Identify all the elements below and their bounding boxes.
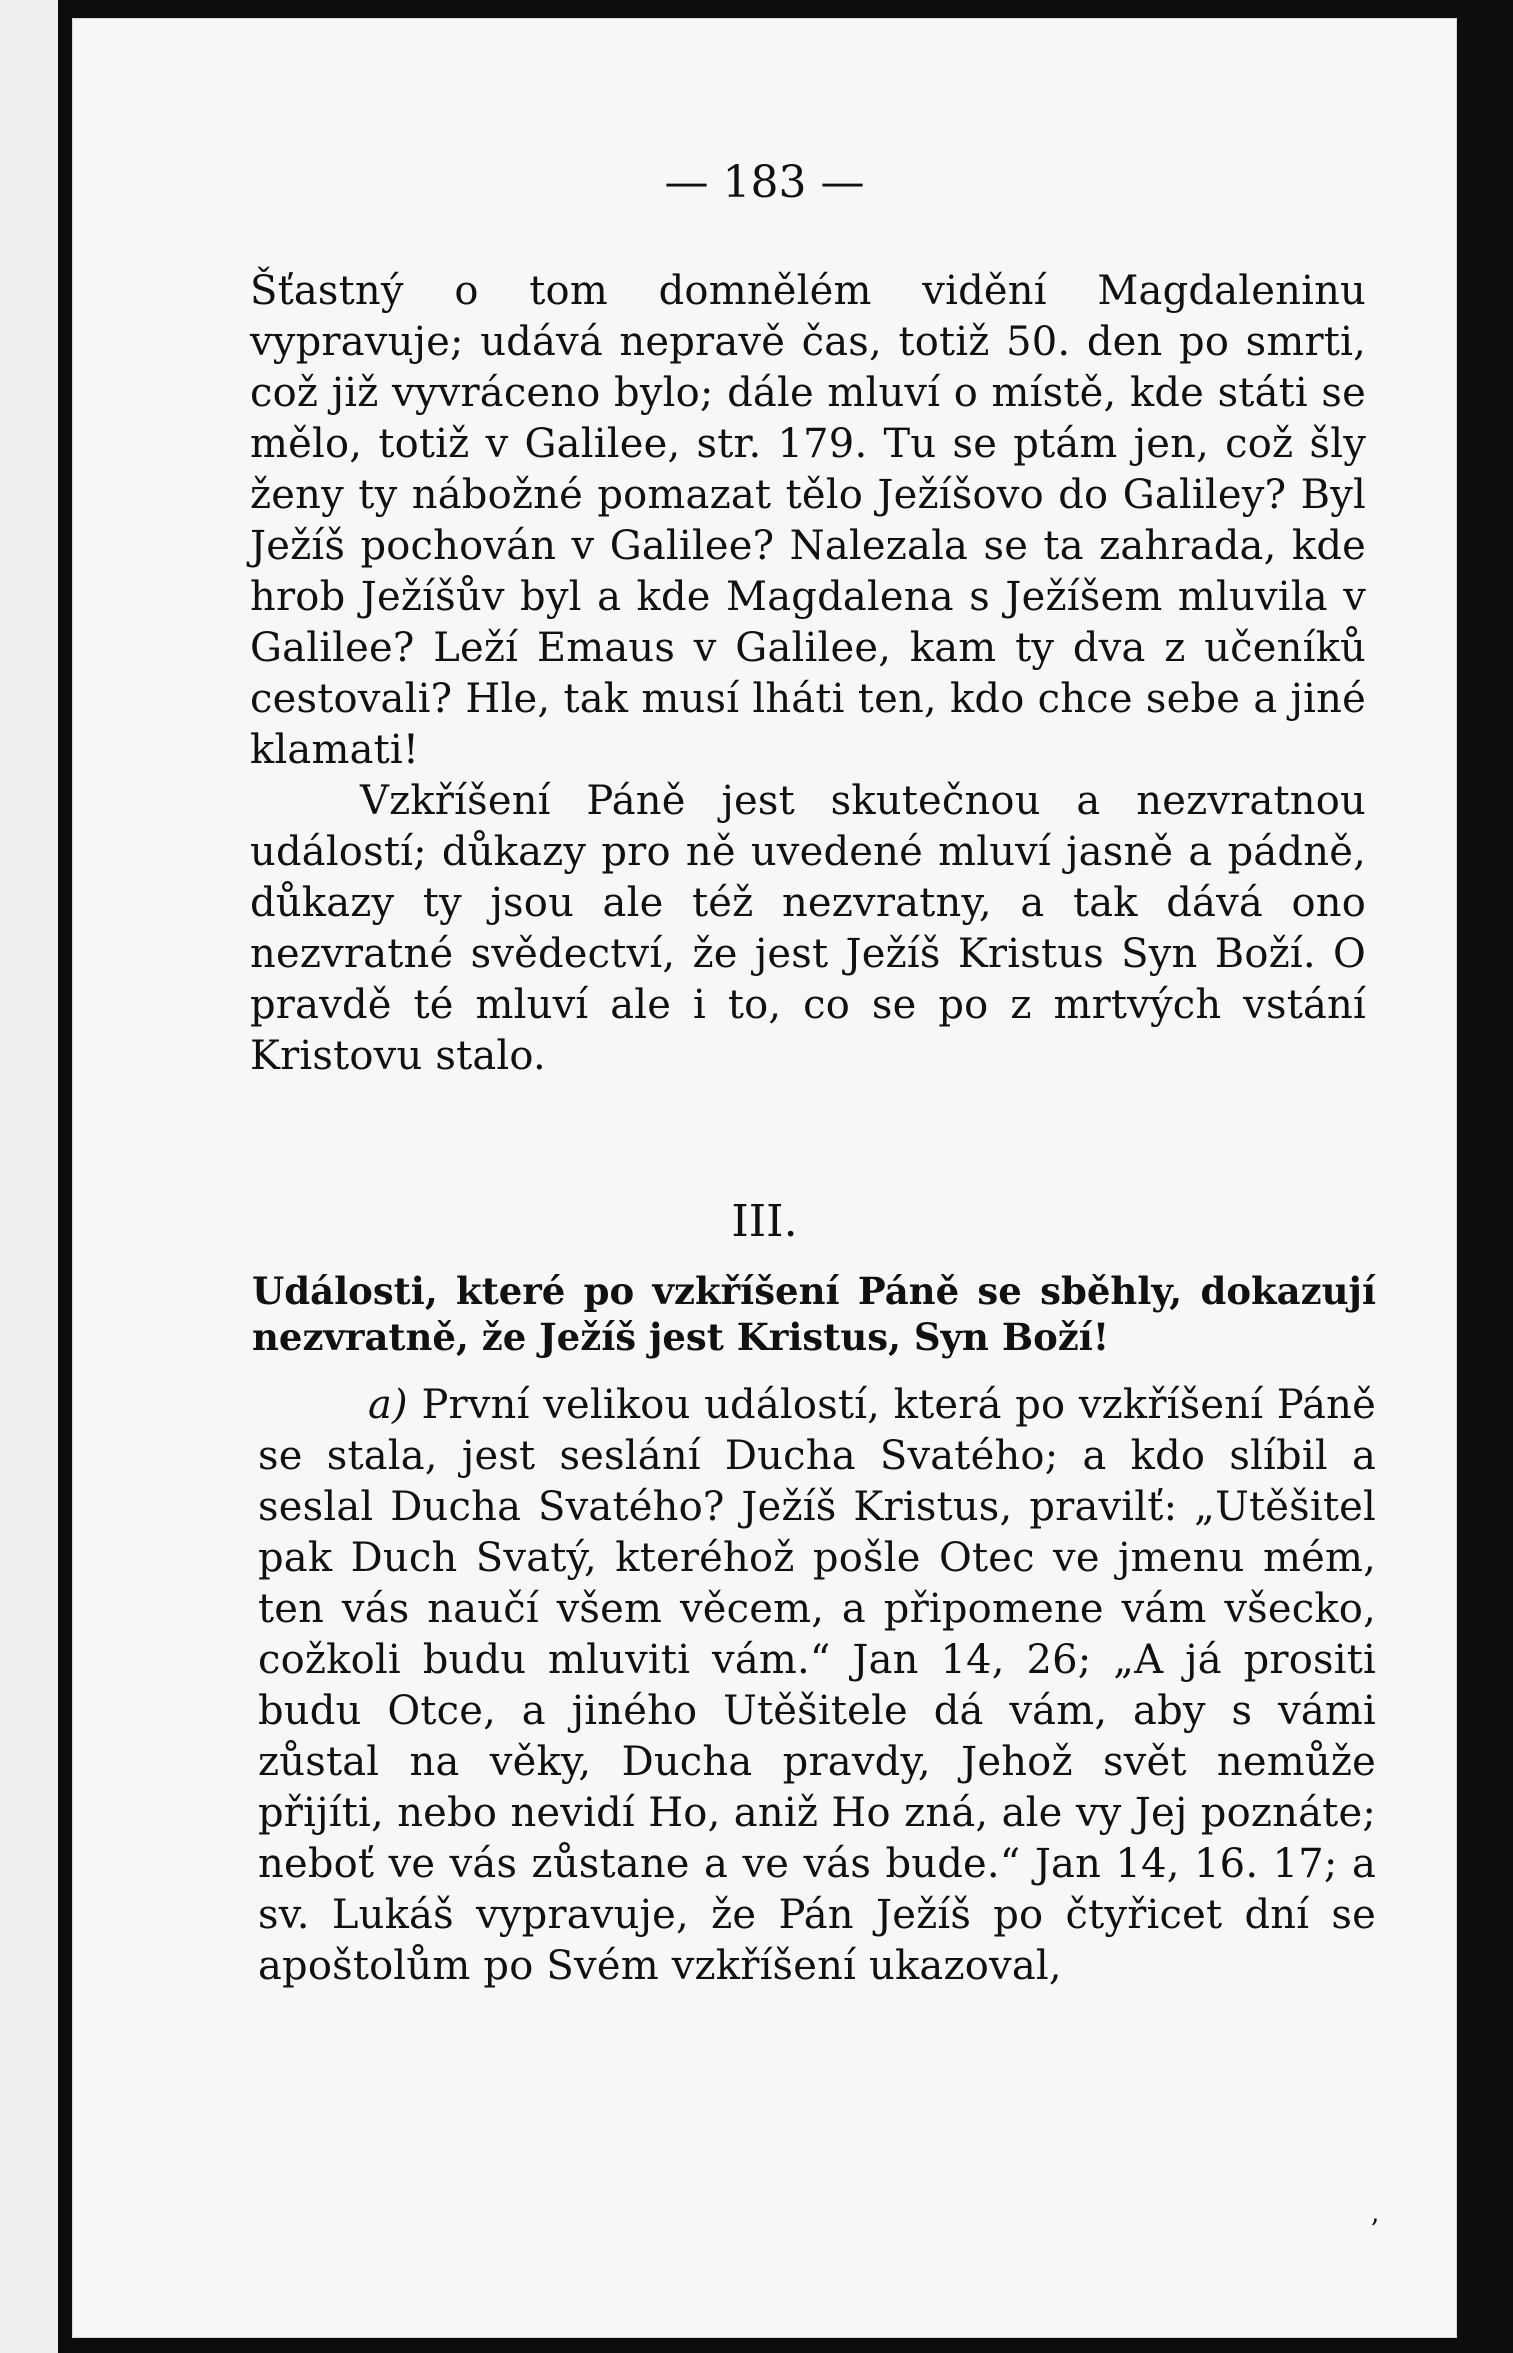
item-a-text: První velikou událostí, která po vzkříšení Páně se stala, jest seslání Ducha Svatého; a kdo slíbil a seslal Ducha Svatého? Ježíš Kristus, pravilť: „Utěšitel pak Duch Svatý, kteréhož pošle Otec ve jmenu mém, ten vás naučí všem věcem, a připomene vám všecko, cožkoli budu mluviti vám.“ Jan 14, 26; „A já prositi budu Otce, a jiného Utěšitele dá vám, aby s vámi zůstal na věky, Ducha pravdy, Jehož svět nemůže přijíti, nebo nevidí Ho, aniž Ho zná, ale vy Jej poznáte; neboť ve vás zůstane a ve vás bude.“ Jan 14, 16. 17; a sv. Lukáš vypravuje, že Pán Ježíš po čtyřicet dní se apoštolům po Svém vzkříšení ukazoval, [258, 1382, 1376, 1989]
chapter-title: Události, které po vzkříšení Páně se sběhly, dokazují nezvratně, že Ježíš jest Kristus, Syn Boží! [252, 1269, 1376, 1359]
page-number: — 183 — [664, 157, 865, 208]
paragraph-1: Šťastný o tom domnělém vidění Magdaleninu vypravuje; udává nepravě čas, totiž 50. den po smrti, což již vyvráceno bylo; dále mluví o místě, kde státi se mělo, totiž v Galilee, str. 179. Tu se ptám jen, což šly ženy ty nábožné pomazat tělo Ježíšovo do Galiley? Byl Ježíš pochován v Galilee? Nalezala se ta zahrada, kde hrob Ježíšův byl a kde Magdalena s Ježíšem mluvila v Galilee? Leží Emaus v Galilee, kam ty dva z učeníků cestovali? Hle, tak musí lháti ten, kdo chce sebe a jiné klamati! [250, 268, 1366, 773]
text-block-top [250, 266, 1366, 1082]
paragraph-item-a [258, 1380, 1376, 1992]
paragraph-2: Vzkříšení Páně jest skutečnou a nezvratnou událostí; důkazy pro ně uvedené mluví jasně a pádně, důkazy ty jsou ale též nezvratny, a tak dává ono nezvratné svědectví, že jest Ježíš Kristus Syn Boží. O pravdě té mluví ale i to, co se po z mrtvých vstání Kristovu stalo. [250, 778, 1366, 1079]
margin-mark: ’ [1370, 2213, 1379, 2246]
chapter-number: III. [731, 1196, 798, 1247]
text-block-bottom [258, 1380, 1376, 1992]
adjacent-page-strip [0, 0, 58, 2353]
item-a-letter: a) [368, 1382, 408, 1428]
book-page [72, 18, 1457, 2338]
